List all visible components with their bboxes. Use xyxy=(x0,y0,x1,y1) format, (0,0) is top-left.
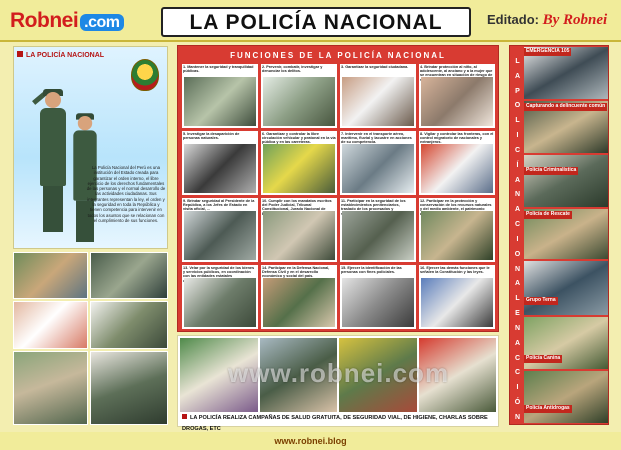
function-card: 5. Investigar la desaparición de personas naturales. xyxy=(182,131,258,195)
photo-community-event xyxy=(13,351,88,425)
page-title: LA POLICÍA NACIONAL xyxy=(161,7,471,37)
action-photo: Policía Antidrogas xyxy=(524,371,608,423)
header-bar xyxy=(0,0,621,42)
function-card: 7. Intervenir en el transporte aéreo, marítimo, fluvial y lacustre en acciones de su competencia. xyxy=(340,131,416,195)
function-card: 14. Participar en la Defensa Nacional, Defensa Civil y en el desarrollo económico y social del país. xyxy=(261,265,337,329)
functions-panel xyxy=(177,45,499,332)
photo-children-police xyxy=(13,252,88,299)
campaign-panel xyxy=(177,335,499,432)
function-card: 13. Velar por la seguridad de los bienes y servicios públicos, en coordinación con las entidades estatales xyxy=(182,265,258,329)
male-officer-figure xyxy=(40,92,66,232)
functions-grid xyxy=(182,64,495,329)
action-photo: Policía Criminalística xyxy=(524,155,608,207)
intro-panel xyxy=(13,46,168,249)
intro-description: La Policía Nacional del Perú es una institución del Estado creada para garantizar el orden interno, el libre ejercicio de los derechos fundamentales de las personas y el normal desarrollo de las actividades ciudadanas. Sus integrantes representan la ley, el orden y la seguridad en toda la República y tienen competencia para intervenir en todos los asuntos que se relacionan con el cumplimiento de sus funciones. xyxy=(86,165,166,223)
action-vertical-title: L A P O L I C Í A N A C I O N A L E N A C C I Ó N xyxy=(514,58,521,421)
photo-beach-lifeguard xyxy=(13,301,88,349)
editor-name: By Robnei xyxy=(542,12,608,28)
function-card: 3. Garantizar la seguridad ciudadana. xyxy=(340,64,416,128)
logo-main-text: Robnei xyxy=(10,9,79,32)
action-photo: Policía Canina xyxy=(524,317,608,369)
site-watermark: www.robnei.com xyxy=(228,358,450,388)
action-photo: Capturando a delincuente común xyxy=(524,101,608,153)
functions-banner: FUNCIONES DE LA POLICÍA NACIONAL xyxy=(230,51,446,60)
editor-prefix: Editado: xyxy=(487,12,539,27)
function-card: 8. Vigilar y controlar las fronteras, con el control migratorio de nacionales y extranjeros. xyxy=(419,131,495,195)
function-card: 9. Brindar seguridad al Presidente de la República, a los Jefes de Estado en visita oficial, ... xyxy=(182,198,258,262)
function-card: 4. Brindar protección al niño, al adolescente, al anciano y a la mujer que se encuentran en situación de riesgo de xyxy=(419,64,495,128)
function-card: 15. Ejercer la identificación de las personas con fines policiales. xyxy=(340,265,416,329)
photo-officer-crowd xyxy=(90,301,168,349)
function-card: 1. Mantener la seguridad y tranquilidad públicas. xyxy=(182,64,258,128)
logo-suffix: .com xyxy=(80,14,123,31)
function-card: 2. Prevenir, combatir, investigar y denunciar los delitos. xyxy=(261,64,337,128)
action-panel xyxy=(509,45,609,425)
editor-credit xyxy=(487,12,607,29)
photo-officer-radio xyxy=(90,252,168,299)
intro-heading: LA POLICÍA NACIONAL xyxy=(17,51,104,59)
action-photo: Grupo Terna xyxy=(524,261,608,315)
action-photo: Policía de Rescate xyxy=(524,209,608,259)
photo-officers-line xyxy=(90,351,168,425)
site-logo[interactable] xyxy=(10,9,124,33)
action-photo: EMERGENCIA 105 xyxy=(524,47,608,99)
function-card: 6. Garantizar y controlar la libre circulación vehicular y peatonal en la vía pública y en las carreteras. xyxy=(261,131,337,195)
police-emblem-icon xyxy=(131,59,159,91)
campaign-caption: LA POLICÍA REALIZA CAMPAÑAS DE SALUD GRATUITA, DE SEGURIDAD VIAL, DE HIGIENE, CHARLAS SOBRE DROGAS, ETC xyxy=(182,413,494,424)
function-card: 10. Cumplir con los mandatos escritos del Poder Judicial, Tribunal Constitucional, Jurado Nacional de xyxy=(261,198,337,262)
action-photos xyxy=(524,47,608,423)
footer-url[interactable]: www.robnei.blog xyxy=(0,432,621,450)
function-card: 16. Ejercer las demás funciones que le señalen la Constitución y las leyes. xyxy=(419,265,495,329)
function-card: 12. Participar en la protección y conservación de los recursos naturales y del medio ambiente, el patrimonio xyxy=(419,198,495,262)
function-card: 11. Participar en la seguridad de los establecimientos penitenciarios, traslado de los procesados y xyxy=(340,198,416,262)
